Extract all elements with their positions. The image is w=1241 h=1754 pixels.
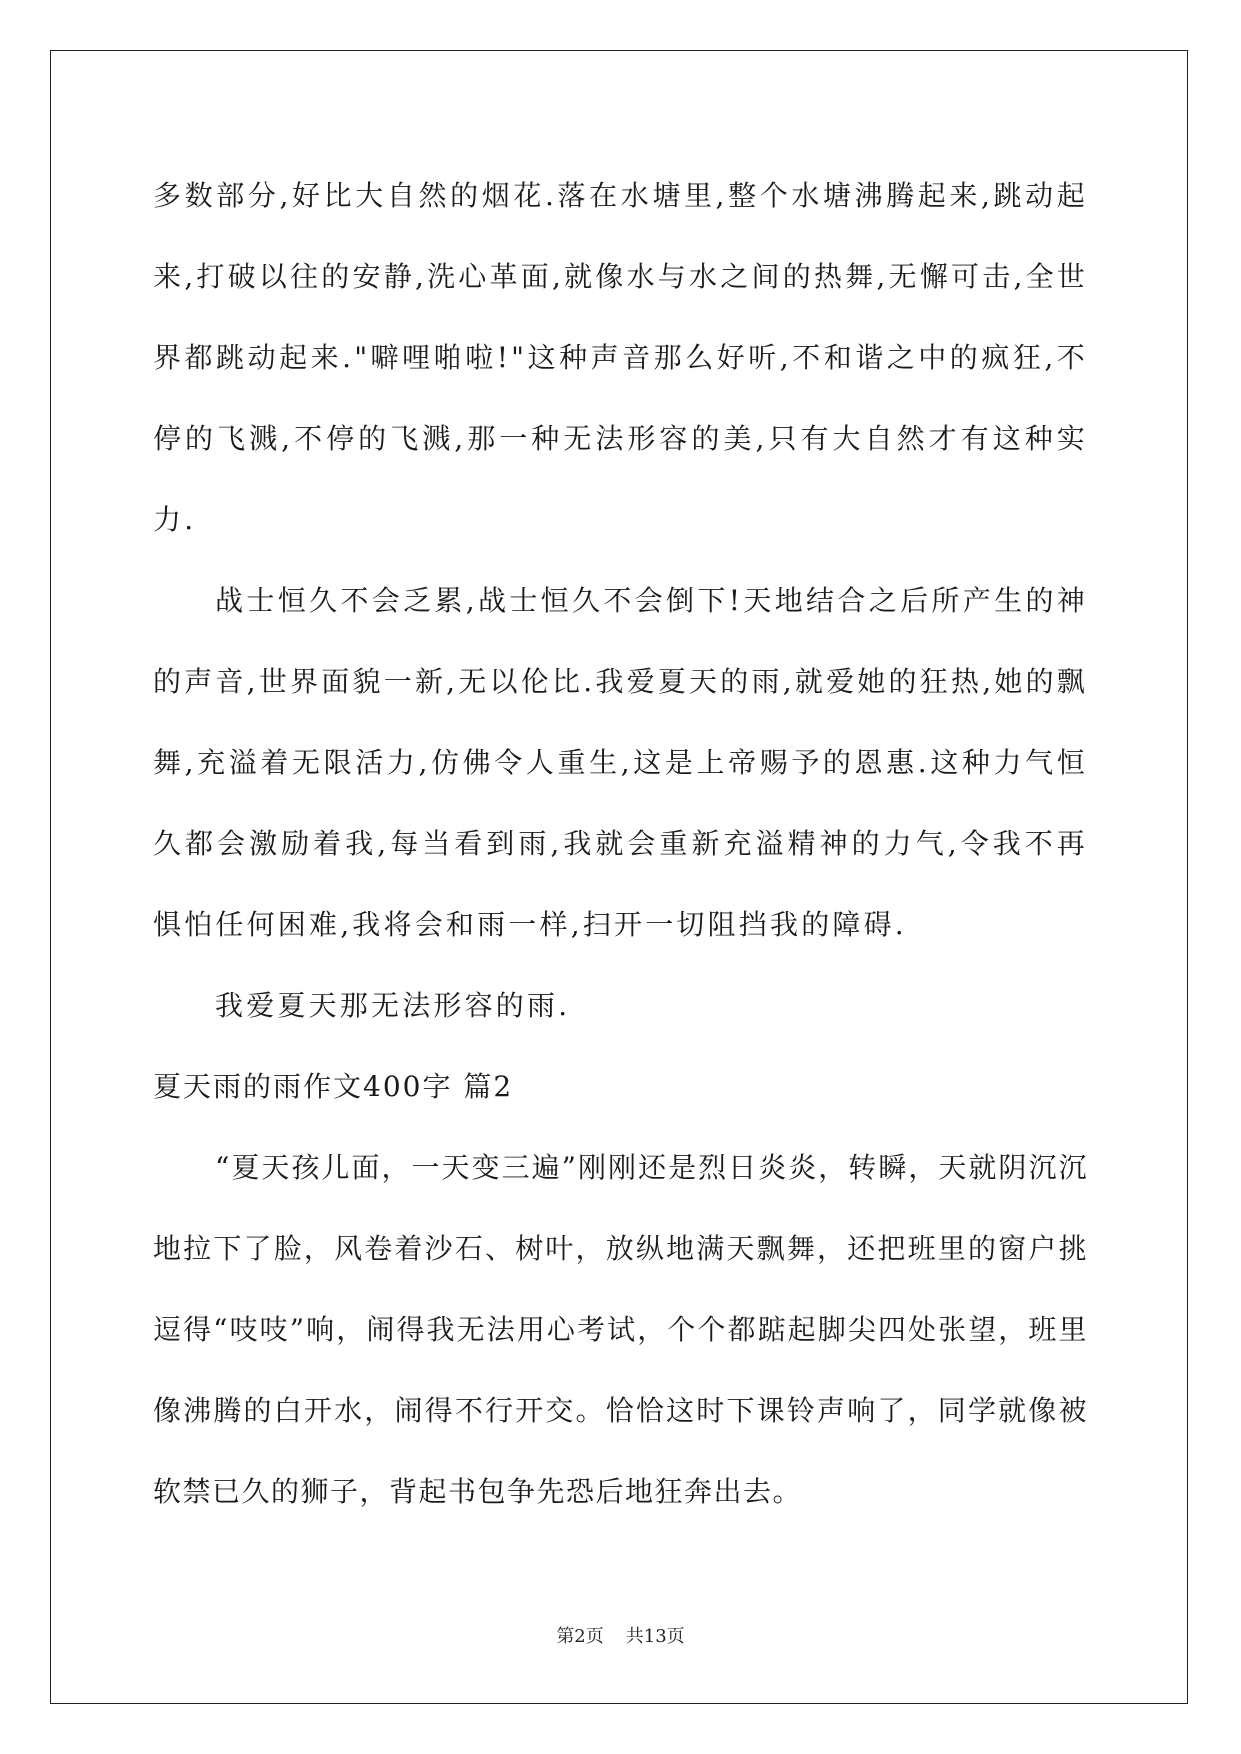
- paragraph-2: 战士恒久不会乏累,战士恒久不会倒下!天地结合之后所产生的神的声音,世界面貌一新,无以伦比.我爱夏天的雨,就爱她的狂热,她的飘舞,充溢着无限活力,仿佛令人重生,这是上帝赐予的恩惠.这种力气恒久都会激励着我,每当看到雨,我就会重新充溢精神的力气,令我不再惧怕任何困难,我将会和雨一样,扫开一切阻挡我的障碍.: [153, 584, 1088, 941]
- paragraph-4: “夏天孩儿面，一天变三遍”刚刚还是烈日炎炎，转瞬，天就阴沉沉地拉下了脸，风卷着沙石、树叶，放纵地满天飘舞，还把班里的窗户挑逗得“吱吱”响，闹得我无法用心考试，个个都踮起脚尖四处张望，班里像沸腾的白开水，闹得不行开交。恰恰这时下课铃声响了，同学就像被软禁已久的狮子，背起书包争先恐后地狂奔出去。: [153, 1151, 1088, 1508]
- paragraph-3: 我爱夏天那无法形容的雨.: [215, 989, 571, 1022]
- paragraph-1: 多数部分,好比大自然的烟花.落在水塘里,整个水塘沸腾起来,跳动起来,打破以往的安静,洗心革面,就像水与水之间的热舞,无懈可击,全世界都跳动起来."噼哩啪啦!"这种声音那么好听,不和谐之中的疯狂,不停的飞溅,不停的飞溅,那一种无法形容的美,只有大自然才有这种实力.: [153, 179, 1088, 536]
- section-heading: 夏天雨的雨作文400字 篇2: [153, 1070, 514, 1103]
- document-body: [153, 155, 1088, 1532]
- page-footer: [0, 1622, 1241, 1648]
- page-number-current: 第2页: [556, 1626, 604, 1647]
- page-number-total: 共13页: [625, 1626, 685, 1647]
